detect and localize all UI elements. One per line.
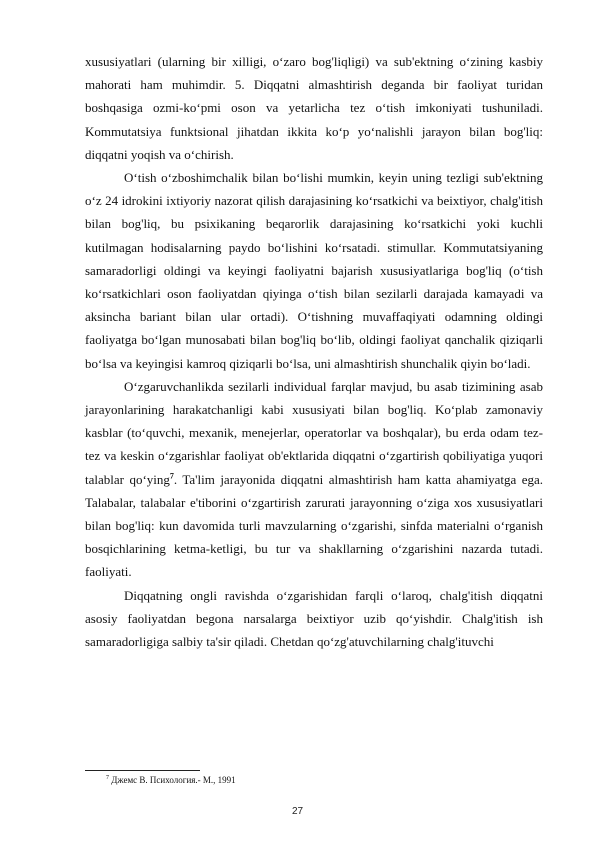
paragraph-3-text-before: O‘zgaruvchanlikda sezilarli individual farqlar mavjud, bu asab tizimining asab jarayonlarining harakatchanligi kabi xususiyati bilan bog'liq. Ko‘plab zamonaviy kasblar (to‘quvchi, mexanik, menejerlar, operatorlar va boshqalar), bu erda odam tez-tez va keskin o‘zgarishlar faoliyat ob'ektlarida diqqatni o‘zgartirish qobiliyatiga yuqori talablar qo‘ying — [85, 378, 543, 487]
footnote-reference[interactable]: 7 — [169, 471, 174, 481]
paragraph-1: xususiyatlari (ularning bir xilligi, o‘zaro bog'liqligi) va sub'ektning o‘zining kasbiy mahorati ham muhimdir. 5. Diqqatni almashtirish deganda bir faoliyat turidan boshqasiga ozmi-ko‘pmi oson va yetarlicha tez o‘tish imkoniyati tushuniladi. Kommutatsiya funktsional jihatdan ikkita ko‘p yo‘nalishli jarayon bilan bog'liq: diqqatni yoqish va o‘chirish. — [85, 54, 543, 162]
footnote-text: Джемс В. Психология.- М., 1991 — [111, 775, 236, 785]
footnote-number: 7 — [106, 775, 109, 781]
paragraph-3 — [85, 375, 543, 584]
paragraph-3-text-after: . Ta'lim jarayonida diqqatni almashtirish ham katta ahamiyatga ega. Talabalar, talabalar e'tiborini o‘zgartirish zarurati jarayonning o‘ziga xos xususiyatlari bilan bog'liq: kun davomida turli mavzularning o‘zgarishi, sinfda materialni o‘rganish bosqichlarining ketma-ketligi, bu tur va shakllarning o‘zgarishini nazarda tutadi. faoliyati. — [85, 471, 543, 580]
footnote — [106, 772, 536, 786]
paragraph-4: Diqqatning ongli ravishda o‘zgarishidan farqli o‘laroq, chalg'itish diqqatni asosiy faoliyatdan begona narsalarga beixtiyor uzib qo‘yishdir. Chalg'itish ish samaradorligiga salbiy ta'sir qiladi. Chetdan qo‘zg'atuvchilarning chalg'ituvchi — [85, 587, 543, 650]
paragraph-2: O‘tish o‘zboshimchalik bilan bo‘lishi mumkin, keyin uning tezligi sub'ektning o‘z 24 idrokini ixtiyoriy nazorat qilish darajasining ko‘rsatkichi va beixtiyor, chalg'itish bilan bog'liq, bu psixikaning beqarorlik darajasining ko‘rsatkichi yoki kuchli kutilmagan hodisalarning paydo bo‘lishini ko‘rsatadi. stimullar. Kommutatsiyaning samaradorligi oldingi va keyingi faoliyatni bajarish xususiyatlariga bog'liq (o‘tish ko‘rsatkichlari oson faoliyatdan qiyinga o‘tish bilan sezilarli darajada kamayadi va aksincha bariant bilan ular ortadi). O‘tishning muvaffaqiyati odamning oldingi faoliyatga bo‘lgan munosabati bilan bog'liq bo‘lib, oldingi faoliyat qanchalik qiziqarli bo‘lsa va keyingisi kamroq qiziqarli bo‘lsa, uni almashtirish shunchalik qiyin bo‘ladi. — [85, 170, 543, 371]
footnote-divider — [85, 770, 200, 771]
page-number: 27 — [291, 806, 304, 817]
page-body — [85, 50, 543, 653]
